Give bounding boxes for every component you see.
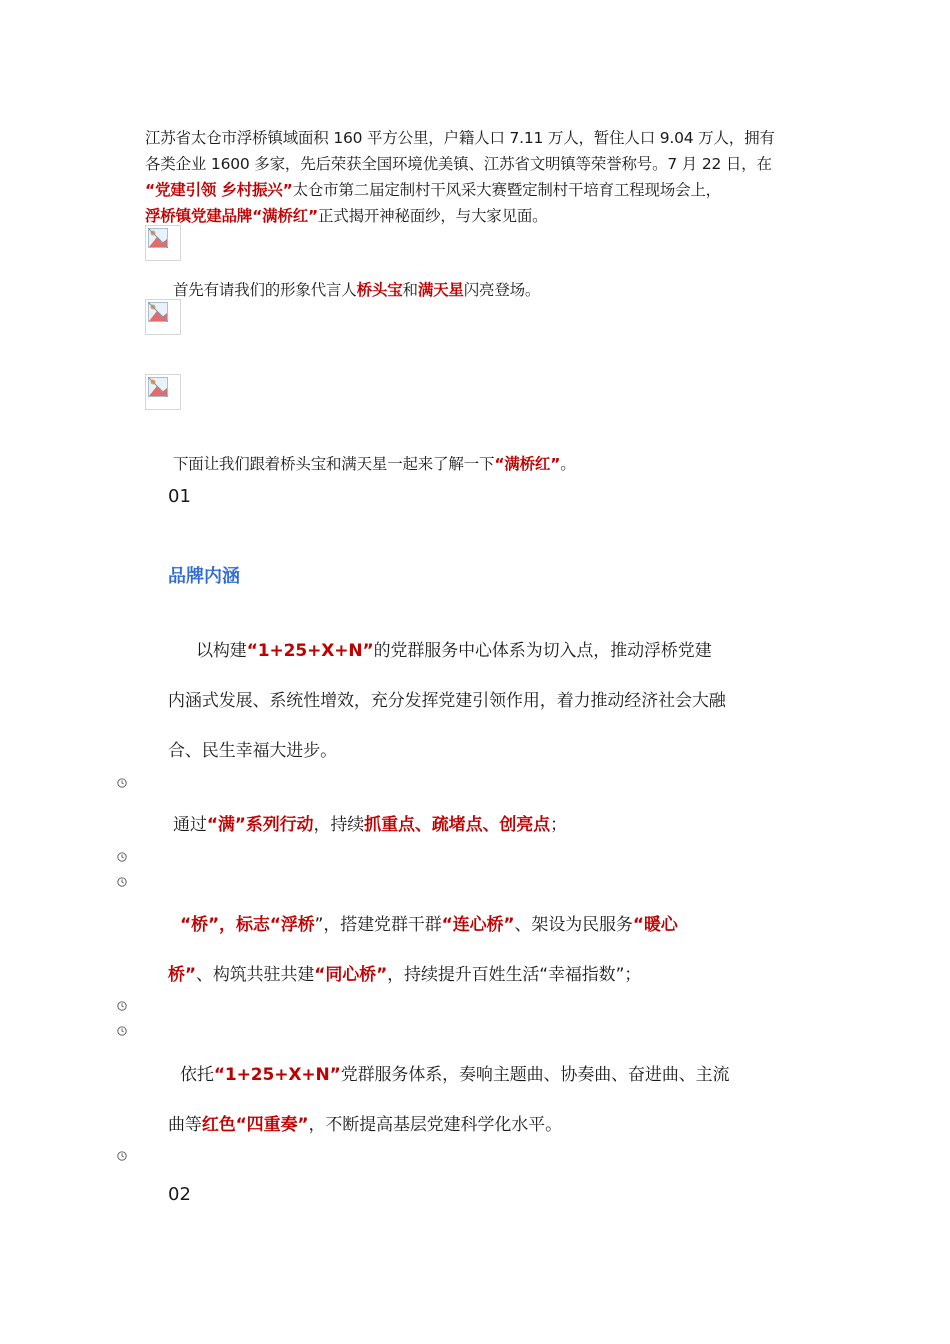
para-d-line-2 — [168, 1110, 562, 1135]
section-title: 品牌内涵 — [168, 566, 240, 587]
intro-line-1: 江苏省太仓市浮桥镇域面积 160 平方公里，户籍人口 7.11 万人，暂住人口 9.04 万人，拥有 — [145, 129, 775, 147]
nuanxin-bridge-highlight: 桥” — [168, 965, 196, 985]
system-highlight: “1+25+X+N” — [246, 641, 374, 661]
brand-name-highlight: “满桥红” — [494, 455, 561, 473]
quote-mark: ” — [314, 915, 324, 935]
broken-image-icon — [145, 225, 181, 261]
para-c-text: 、架设为民服务 — [514, 915, 633, 935]
spokesperson-line — [173, 278, 540, 300]
follow-text: 下面让我们跟着桥头宝和满天星一起来了解一下 — [173, 455, 495, 473]
mascot-qiaotoubao: 桥头宝 — [356, 281, 403, 299]
section-number: 01 — [168, 486, 191, 507]
follow-line — [173, 452, 576, 474]
intro-line-2: 各类企业 1600 多家，先后荣获全国环境优美镇、江苏省文明镇等荣誉称号。7 月 22 日，在 — [145, 155, 772, 173]
bridge-highlight: “桥”，标志“浮桥 — [180, 915, 315, 935]
lianxin-bridge-highlight: “连心桥” — [441, 915, 515, 935]
broken-image-icon — [145, 374, 181, 410]
clock-icon — [117, 877, 127, 887]
para-b — [173, 810, 567, 835]
para-c-text: ，搭建党群干群 — [323, 915, 442, 935]
clock-icon — [117, 778, 127, 788]
quartet-highlight: 红色“四重奏” — [201, 1115, 309, 1135]
para-d-text: ，不断提高基层党建科学化水平。 — [308, 1115, 562, 1135]
para-c-text: ，持续提升百姓生活“幸福指数”； — [387, 965, 642, 985]
clock-icon — [117, 1151, 127, 1161]
follow-end: 。 — [560, 455, 576, 473]
key-points-highlight: 抓重点、疏堵点、创亮点 — [364, 815, 551, 835]
nuanxin-bridge-highlight: “暖心 — [632, 915, 678, 935]
para-c-line-2 — [168, 960, 641, 985]
intro-line-4 — [145, 204, 548, 226]
para-d-line-1 — [180, 1060, 729, 1085]
para-a-line-3: 合、民生幸福大进步。 — [168, 741, 337, 761]
section-number: 02 — [168, 1184, 191, 1205]
para-b-text: 通过 — [173, 815, 207, 835]
para-b-text: ，持续 — [313, 815, 365, 835]
intro-line-3 — [145, 178, 721, 200]
clock-icon — [117, 1026, 127, 1036]
para-d-text: 党群服务体系，奏响主题曲、协奏曲、奋进曲、主流 — [340, 1065, 730, 1085]
para-a-text: 的党群服务中心体系为切入点，推动浮桥党建 — [373, 641, 712, 661]
clock-icon — [117, 852, 127, 862]
intro-line-4-text: 正式揭开神秘面纱，与大家见面。 — [317, 207, 548, 225]
para-c-line-1 — [180, 910, 678, 935]
para-a-line-1 — [196, 636, 712, 661]
broken-image-icon — [145, 299, 181, 335]
para-c-text: 、构筑共驻共建 — [195, 965, 315, 985]
system-highlight: “1+25+X+N” — [213, 1065, 341, 1085]
para-d-text: 依托 — [180, 1065, 214, 1085]
para-b-end: ； — [550, 815, 567, 835]
para-d-text: 曲等 — [168, 1115, 202, 1135]
para-a-text: 以构建 — [196, 641, 247, 661]
para-a-line-2: 内涵式发展、系统性增效，充分发挥党建引领作用，着力推动经济社会大融 — [168, 691, 726, 711]
spokesperson-end: 闪亮登场。 — [463, 281, 541, 299]
clock-icon — [117, 1001, 127, 1011]
spokesperson-text: 首先有请我们的形象代言人 — [173, 281, 357, 299]
brand-highlight: 浮桥镇党建品牌“满桥红” — [145, 207, 318, 225]
man-series-highlight: “满”系列行动 — [206, 815, 314, 835]
slogan-highlight: “党建引领 乡村振兴” — [145, 181, 293, 199]
intro-line-3-text: 太仓市第二届定制村干风采大赛暨定制村干培育工程现场会上， — [292, 181, 721, 199]
mascot-mantianxing: 满天星 — [417, 281, 464, 299]
and-text: 和 — [402, 281, 418, 299]
tongxin-bridge-highlight: “同心桥” — [314, 965, 388, 985]
